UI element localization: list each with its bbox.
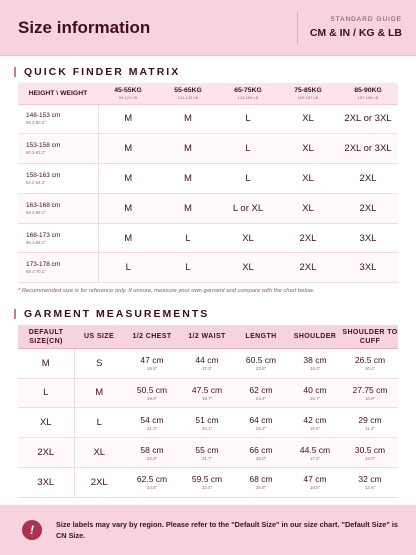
size-cell: L	[98, 253, 158, 283]
us-size-cell: M	[74, 378, 124, 408]
garment-heading	[0, 306, 416, 322]
cuff-cell: 26.5 cm 10.4"	[342, 348, 398, 378]
table-row	[18, 223, 398, 253]
shoulder-cell: 42 cm 16.5"	[288, 408, 342, 438]
length-cell: 62 cm 24.4"	[234, 378, 288, 408]
length-cell: 60.5 cm 23.8"	[234, 348, 288, 378]
quick-finder-table	[18, 83, 398, 283]
waist-cell: 44 cm 17.3"	[180, 348, 234, 378]
chest-cell: 62.5 cm 24.6"	[124, 467, 180, 497]
cuff-cell: 27.75 cm 10.9"	[342, 378, 398, 408]
size-cell: 2XL or 3XL	[338, 134, 398, 164]
shoulder-cell: 38 cm 15.0"	[288, 348, 342, 378]
garment-table	[18, 325, 398, 497]
size-cell: M	[158, 164, 218, 194]
size-cell: M	[158, 104, 218, 134]
length-cell: 64 cm 25.2"	[234, 408, 288, 438]
us-size-cell: L	[74, 408, 124, 438]
size-cell: M	[158, 193, 218, 223]
column-header: DEFAULT SIZE(CN)	[18, 325, 74, 348]
size-cell: 3XL	[338, 223, 398, 253]
table-row	[18, 378, 398, 408]
size-cell: XL	[278, 193, 338, 223]
quick-finder-title: QUICK FINDER MATRIX	[24, 66, 181, 78]
height-row-header: 153-158 cm 60.2-62.2"	[18, 134, 98, 164]
shoulder-cell: 47 cm 18.5"	[288, 467, 342, 497]
region-notice-text: Size labels may vary by region. Please refer to the "Default Size" in our size chart. "Default Size" is CN Size.	[56, 520, 398, 540]
chest-cell: 47 cm 18.5"	[124, 348, 180, 378]
table-row	[18, 438, 398, 468]
weight-column-header: 45-55KG 99-121 LB	[98, 83, 158, 104]
size-cell: M	[158, 134, 218, 164]
cuff-cell: 32 cm 12.6"	[342, 467, 398, 497]
column-header: 1/2 WAIST	[180, 325, 234, 348]
size-cell: M	[98, 193, 158, 223]
size-cell: L	[158, 253, 218, 283]
size-cell: XL	[278, 164, 338, 194]
weight-column-header: 55-65KG 121-143 LB	[158, 83, 218, 104]
waist-cell: 51 cm 20.1"	[180, 408, 234, 438]
size-cell: L	[218, 104, 278, 134]
weight-column-header: 75-85KG 165-187 LB	[278, 83, 338, 104]
default-size-cell: XL	[18, 408, 74, 438]
size-cell: 2XL	[278, 223, 338, 253]
size-cell: 2XL or 3XL	[338, 104, 398, 134]
size-cell: XL	[218, 223, 278, 253]
region-notice	[0, 505, 416, 555]
quick-finder-heading	[0, 64, 416, 80]
table-row	[18, 467, 398, 497]
length-cell: 66 cm 26.0"	[234, 438, 288, 468]
weight-column-header: 65-75KG 143-165 LB	[218, 83, 278, 104]
size-cell: M	[98, 164, 158, 194]
us-size-cell: XL	[74, 438, 124, 468]
height-row-header: 148-153 cm 58.3-60.2"	[18, 104, 98, 134]
height-row-header: 158-163 cm 62.2-64.2"	[18, 164, 98, 194]
table-row	[18, 348, 398, 378]
chest-cell: 58 cm 22.8"	[124, 438, 180, 468]
cuff-cell: 30.5 cm 12.0"	[342, 438, 398, 468]
column-header: SHOULDER TO CUFF	[342, 325, 398, 348]
size-cell: L	[158, 223, 218, 253]
column-header: LENGTH	[234, 325, 288, 348]
cuff-cell: 29 cm 11.4"	[342, 408, 398, 438]
size-cell: 2XL	[338, 164, 398, 194]
table-row	[18, 408, 398, 438]
default-size-cell: M	[18, 348, 74, 378]
waist-cell: 59.5 cm 23.4"	[180, 467, 234, 497]
length-cell: 68 cm 26.8"	[234, 467, 288, 497]
size-cell: M	[98, 104, 158, 134]
size-cell: XL	[218, 253, 278, 283]
waist-cell: 55 cm 21.7"	[180, 438, 234, 468]
table-row	[18, 164, 398, 194]
size-cell: L	[218, 164, 278, 194]
header	[0, 0, 416, 56]
height-row-header: 173-178 cm 68.1-70.1"	[18, 253, 98, 283]
default-size-cell: 3XL	[18, 467, 74, 497]
guide-kicker: STANDARD GUIDE	[330, 16, 402, 23]
column-header: SHOULDER	[288, 325, 342, 348]
size-cell: L	[218, 134, 278, 164]
chest-cell: 50.5 cm 19.9"	[124, 378, 180, 408]
header-guide	[297, 12, 402, 44]
column-header: US SIZE	[74, 325, 124, 348]
heading-accent-bar	[14, 309, 16, 319]
size-cell: 3XL	[338, 253, 398, 283]
garment-header-row	[18, 325, 398, 348]
waist-cell: 47.5 cm 18.7"	[180, 378, 234, 408]
table-row	[18, 104, 398, 134]
page-title: Size information	[18, 17, 151, 37]
table-row	[18, 253, 398, 283]
table-row	[18, 134, 398, 164]
corner-header: HEIGHT \ WEIGHT	[18, 83, 98, 104]
recommendation-note: * Recommended size is for reference only. If unsure, measure your own garment and compare with the chart below.	[18, 288, 315, 295]
quick-finder-header-row	[18, 83, 398, 104]
shoulder-cell: 40 cm 15.7"	[288, 378, 342, 408]
us-size-cell: 2XL	[74, 467, 124, 497]
units-label: CM & IN / KG & LB	[309, 27, 402, 39]
size-cell: 2XL	[338, 193, 398, 223]
column-header: 1/2 CHEST	[124, 325, 180, 348]
size-cell: XL	[278, 104, 338, 134]
size-cell: M	[98, 134, 158, 164]
height-row-header: 168-173 cm 66.1-68.1"	[18, 223, 98, 253]
size-cell: L or XL	[218, 193, 278, 223]
exclamation-icon: !	[22, 520, 42, 540]
size-cell: 2XL	[278, 253, 338, 283]
size-cell: XL	[278, 134, 338, 164]
table-row	[18, 193, 398, 223]
default-size-cell: L	[18, 378, 74, 408]
size-cell: M	[98, 223, 158, 253]
shoulder-cell: 44.5 cm 17.5"	[288, 438, 342, 468]
us-size-cell: S	[74, 348, 124, 378]
chest-cell: 54 cm 21.3"	[124, 408, 180, 438]
weight-column-header: 85-90KG 187-198 LB	[338, 83, 398, 104]
garment-title: GARMENT MEASUREMENTS	[24, 308, 210, 321]
heading-accent-bar	[14, 67, 16, 77]
default-size-cell: 2XL	[18, 438, 74, 468]
height-row-header: 163-168 cm 64.2-66.1"	[18, 193, 98, 223]
